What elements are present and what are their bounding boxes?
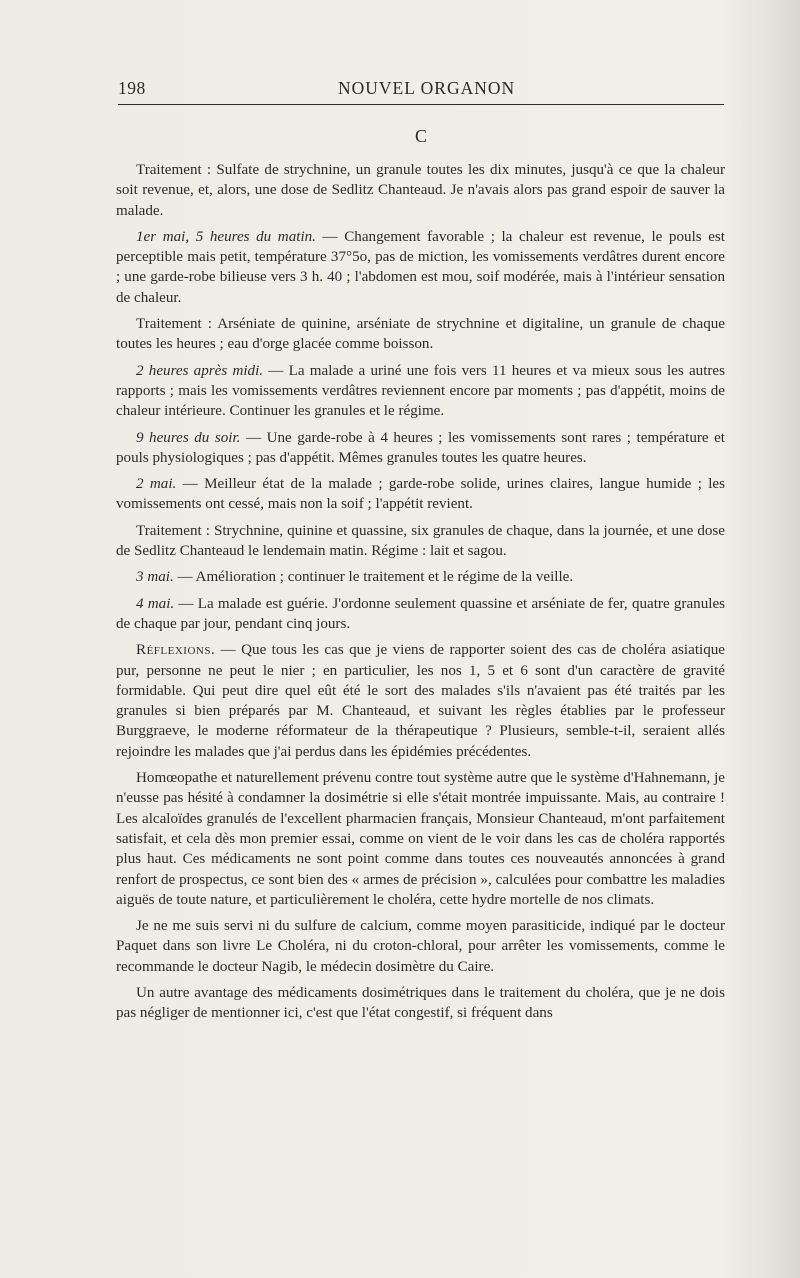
body-text: [116, 160, 725, 1030]
paragraph-text: — Meilleur état de la malade ; garde-robe solide, urines claires, langue humide ; les vomissements ont cessé, mais non la soif ; l'appétit revient.: [116, 476, 725, 513]
paragraph-text: — La malade est guérie. J'ordonne seulement quassine et arséniate de fer, quatre granules de chaque par jour, pendant cinq jours.: [116, 595, 726, 632]
paragraph: [116, 640, 725, 762]
paragraph-lead: 2 heures après midi.: [136, 362, 264, 379]
header-rule: [118, 104, 724, 105]
paragraph: [116, 361, 725, 422]
paragraph: [116, 428, 725, 469]
paragraph-lead: 9 heures du soir.: [136, 429, 241, 446]
paragraph: [116, 227, 725, 308]
paragraph-lead: 4 mai.: [136, 595, 175, 612]
paragraph-lead: 2 mai.: [136, 476, 177, 493]
paragraph: [116, 160, 725, 221]
paragraph-text: Homœopathe et naturellement prévenu contre tout système autre que le système d'Hahnemann, je n'eusse pas hésité à condamner la dosimétrie si elle s'était montrée impuissante. Mais, au contraire ! Les alcaloïdes granulés de l'excellent pharmacien français, Monsieur Chanteaud, m'ont parfaitement satisfait, et cela dès mon premier essai, comme on vient de le voir dans les cas de choléra rapportés plus haut. Ces médicaments ne sont point comme dans toutes ces nouveautés annoncées à grand renfort de prospectus, ce sont bien des « armes de précision », calculées pour combattre les maladies aiguës de toute nature, et particulièrement le choléra, cette hydre mortelle de nos climats.: [116, 770, 725, 908]
section-letter: C: [414, 126, 427, 146]
paragraph: [116, 768, 725, 910]
paragraph: [116, 916, 725, 977]
paragraph-text: — La malade a uriné une fois vers 11 heures et va mieux sous les autres rapports ; mais les vomissements verdâtres reviennent encore par moments ; pas d'appétit, moins de chaleur intérieure. Continuer les granules et le régime.: [116, 362, 725, 420]
paragraph-text: Traitement : Arséniate de quinine, arséniate de strychnine et digitaline, un granule de chaque toutes les heures ; eau d'orge glacée comme boisson.: [116, 316, 725, 353]
paragraph-text: — Amélioration ; continuer le traitement et le régime de la veille.: [173, 569, 574, 586]
paragraph: [116, 567, 725, 587]
running-title: NOUVEL ORGANON: [338, 78, 516, 98]
paragraph: [116, 983, 725, 1024]
paragraph-text: — Changement favorable ; la chaleur est revenue, le pouls est perceptible mais petit, température 37°5o, pas de miction, les vomissements verdâtres durent encore ; une garde-robe bilieuse vers 3 h. 40 ; l'abdomen est mou, soif modérée, mais à l'intérieur sensation de chaleur.: [116, 228, 725, 306]
paragraph-text: Traitement : Sulfate de strychnine, un granule toutes les dix minutes, jusqu'à ce que la chaleur soit revenue, et, alors, une dose de Sedlitz Chanteaud. Je n'avais alors pas grand espoir de sauver la malade.: [116, 162, 725, 219]
paragraph-text: — Que tous les cas que je viens de rapporter soient des cas de choléra asiatique pur, personne ne peut le nier ; en particulier, les nos 1, 5 et 6 sont d'un caractère de gravité formidable. Qui peut dire quel eût été le sort des malades s'ils n'avaient pas été traités par les granules si bien préparés par M. Chanteaud, et suivant les règles établies par le professeur Burggraeve, le moderne réformateur de la thérapeutique ? Plusieurs, semble-t-il, seraient allés rejoindre les malades que j'ai perdus dans les épidémies précédentes.: [116, 642, 725, 760]
page-number: 198: [118, 78, 146, 98]
paragraph-lead: 1er mai, 5 heures du matin.: [136, 228, 316, 245]
paragraph: [116, 314, 725, 355]
paragraph: [116, 474, 725, 515]
paragraph-text: Je ne me suis servi ni du sulfure de calcium, comme moyen parasiticide, indiqué par le docteur Paquet dans son livre Le Choléra, ni du croton-chloral, pour arrêter les vomissements, comme le recommande le docteur Nagib, le médecin dosimètre du Caire.: [116, 918, 725, 975]
paragraph-lead: Réflexions.: [136, 642, 216, 659]
paragraph-text: Traitement : Strychnine, quinine et quassine, six granules de chaque, dans la journée, et une dose de Sedlitz Chanteaud le lendemain matin. Régime : lait et sagou.: [116, 522, 725, 560]
paragraph-text: Un autre avantage des médicaments dosimétriques dans le traitement du choléra, que je ne dois pas négliger de mentionner ici, c'est que l'état congestif, si fréquent dans: [116, 984, 725, 1022]
paragraph-lead: 3 mai.: [136, 569, 174, 586]
paragraph-text: — Une garde-robe à 4 heures ; les vomissements sont rares ; température et pouls physiologiques ; pas d'appétit. Mêmes granules toutes les quatre heures.: [116, 429, 725, 466]
paragraph: [116, 594, 725, 635]
page-header: [118, 78, 724, 102]
paragraph: [116, 521, 725, 562]
